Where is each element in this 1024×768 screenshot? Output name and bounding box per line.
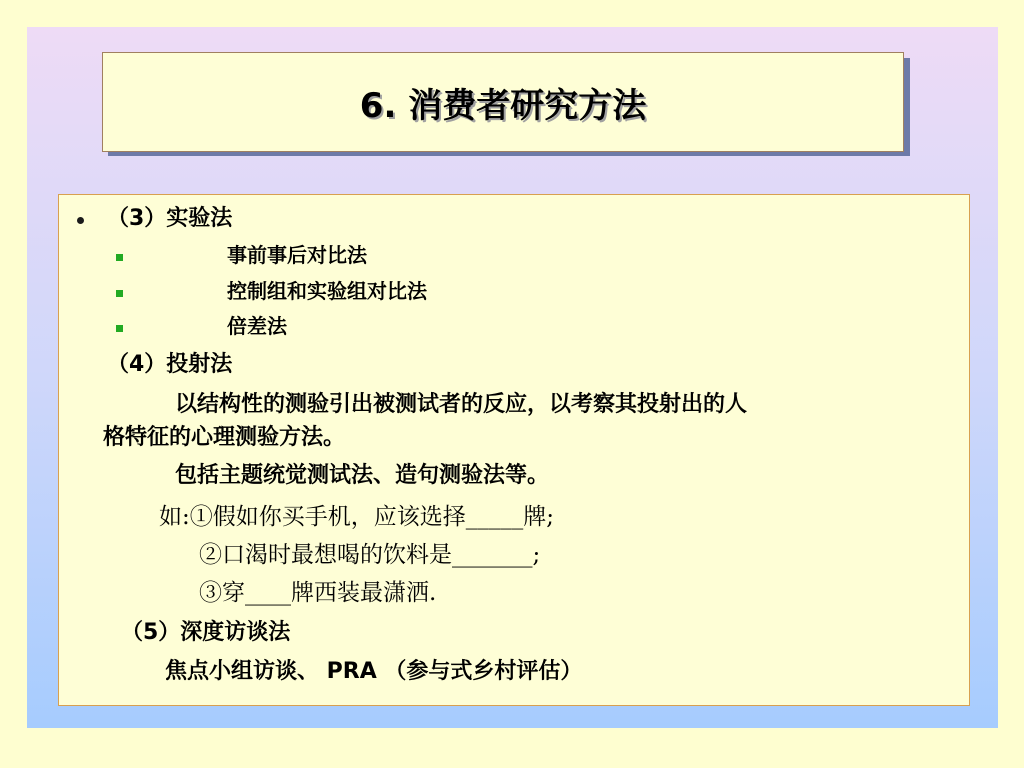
item-4-description-line-1: 以结构性的测验引出被测试者的反应，以考察其投射出的人 [175,392,748,417]
item-4-description-line-2: 格特征的心理测验方法。 [103,425,346,450]
slide-title: 6. 消费者研究方法 [359,85,647,126]
example-2: ②口渴时最想喝的饮料是_______; [199,542,541,568]
item-3-sub-2: 控制组和实验组对比法 [227,279,427,303]
square-bullet-icon [116,254,123,261]
title-box [102,52,904,152]
item-5-description: 焦点小组访谈、 PRA （参与式乡村评估） [165,659,583,684]
content-box [58,194,970,706]
item-3-sub-1: 事前事后对比法 [227,243,367,267]
square-bullet-icon [116,325,123,332]
item-3-label: （3）实验法 [107,206,233,231]
example-3: ③穿____牌西装最潇洒. [199,580,437,606]
square-bullet-icon [116,290,123,297]
item-4-label: （4）投射法 [107,352,233,377]
example-1: 如:①假如你买手机，应该选择_____牌; [159,504,554,530]
item-3-sub-3: 倍差法 [227,314,287,338]
item-4-includes: 包括主题统觉测试法、造句测验法等。 [175,463,550,488]
item-5-label: （5）深度访谈法 [121,620,291,645]
round-bullet-icon [77,217,84,224]
